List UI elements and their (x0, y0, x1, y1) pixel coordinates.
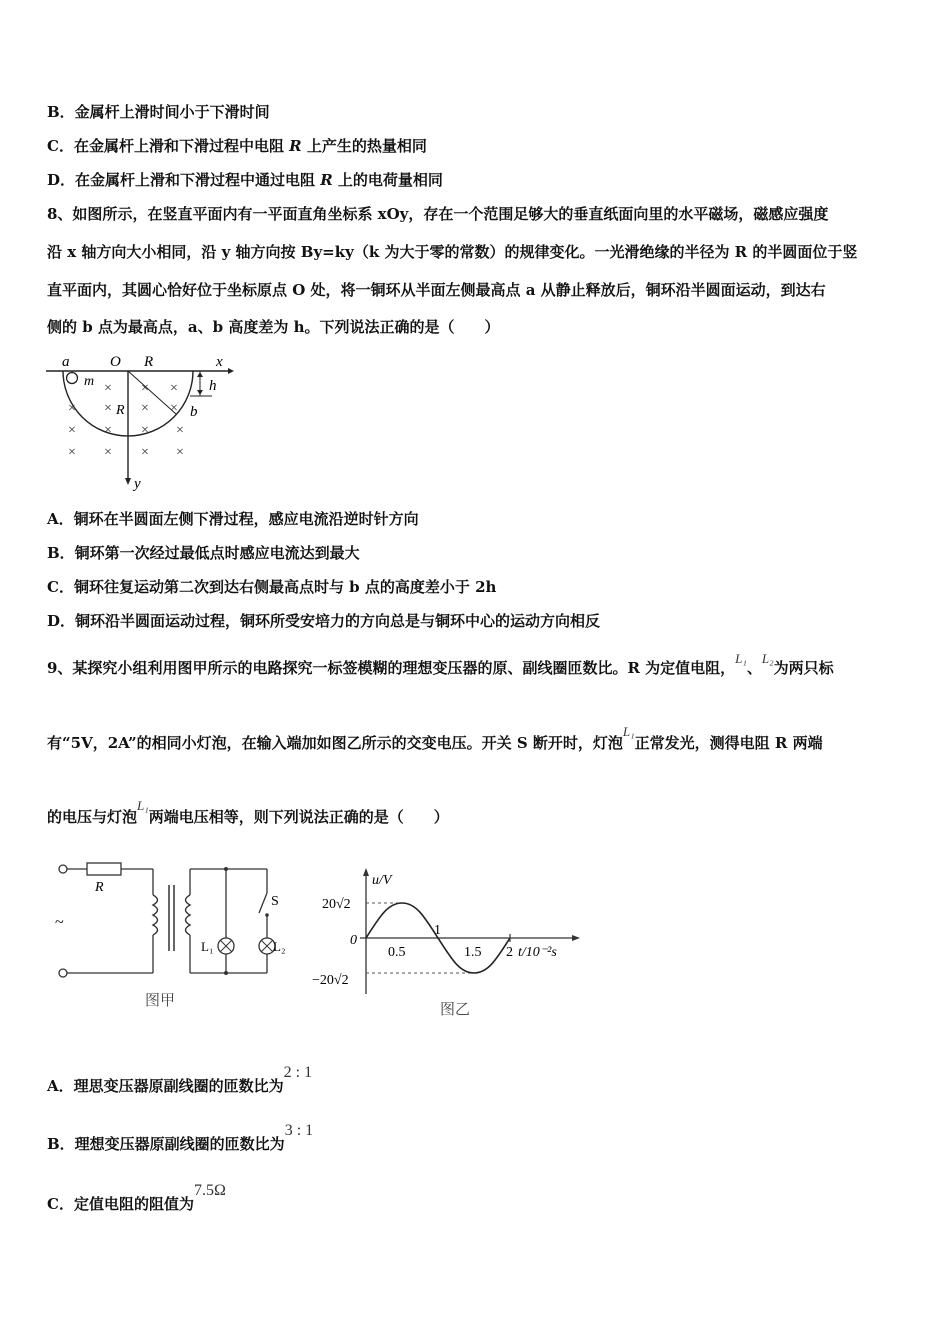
input-terminal-top (59, 865, 67, 873)
svg-text:×: × (170, 401, 178, 416)
primary-coil (153, 895, 158, 935)
svg-text:×: × (104, 381, 112, 396)
source-symbol: ~ (55, 914, 64, 931)
q9-stem-line2: 有“5V，2A”的相同小灯泡，在输入端加如图乙所示的交变电压。开关 S 断开时，灯泡L₁正常发光，测得电阻 R 两端 (47, 724, 823, 752)
q8-stem-line2: 沿 x 轴方向大小相同，沿 y 轴方向按 By=ky（k 为大于零的常数）的规律变化。一光滑绝缘的半径为 R 的半圆面位于竖 (47, 243, 858, 261)
q9-option-c: C．定值电阻的阻值为7.5Ω (47, 1182, 226, 1213)
label-m: m (84, 374, 95, 389)
q9-option-b: B．理想变压器原副线圈的匝数比为3 : 1 (47, 1122, 314, 1153)
svg-text:×: × (68, 401, 76, 416)
label-r-top: R (144, 354, 154, 370)
svg-text:×: × (176, 445, 184, 460)
svg-text:×: × (141, 423, 149, 438)
label-a: a (62, 354, 70, 370)
label-r: R (95, 880, 104, 895)
ylabel: u/V (372, 873, 392, 888)
svg-text:×: × (141, 445, 149, 460)
svg-text:×: × (176, 423, 184, 438)
label-x: x (216, 354, 223, 370)
svg-text:×: × (68, 445, 76, 460)
radius-line (128, 371, 176, 414)
q8-option-b: B．铜环第一次经过最低点时感应电流达到最大 (47, 544, 360, 562)
x-axis-arrow (228, 368, 234, 374)
y-axis-arrow (125, 478, 131, 485)
svg-text:×: × (104, 445, 112, 460)
svg-text:×: × (141, 401, 149, 416)
label-b: b (190, 404, 198, 420)
label-y: y (134, 476, 141, 492)
q8-figure (40, 348, 240, 493)
input-terminal-bottom (59, 969, 67, 977)
q8-option-a: A．铜环在半圆面左侧下滑过程，感应电流沿逆时针方向 (47, 510, 419, 528)
q8-option-c: C．铜环往复运动第二次到达右侧最高点时与 b 点的高度差小于 2h (47, 578, 497, 596)
label-l1: L₁ (201, 939, 214, 954)
svg-text:×: × (104, 423, 112, 438)
secondary-coil (186, 895, 191, 935)
tick-0-5: 0.5 (388, 945, 406, 960)
tick-1-5: 1.5 (464, 945, 482, 960)
q8-option-d: D．铜环沿半圆面运动过程，铜环所受安培力的方向总是与铜环中心的运动方向相反 (47, 612, 601, 630)
q7-option-c: C．在金属杆上滑和下滑过程中电阻 R 上产生的热量相同 (47, 137, 427, 155)
resistor-r (87, 863, 121, 875)
label-h: h (209, 378, 217, 394)
switch-s (259, 893, 267, 913)
q9-option-a: A．理思变压器原副线圈的匝数比为2 : 1 (47, 1064, 313, 1095)
tick-1: 1 (434, 923, 441, 938)
q9-figure-circuit (45, 855, 295, 1015)
svg-text:×: × (141, 381, 149, 396)
caption-jia: 图甲 (145, 993, 176, 1009)
q9-stem-line3: 的电压与灯泡L₁两端电压相等，则下列说法正确的是（ ） (47, 798, 449, 826)
q7-option-b: B．金属杆上滑时间小于下滑时间 (47, 103, 270, 121)
xlabel: t/10⁻²s (518, 945, 557, 960)
q9-stem-line1: 9、某探究小组利用图甲所示的电路探究一标签模糊的理想变压器的原、副线圈匝数比。R 为定值电阻，L₁、L₂为两只标 (47, 651, 834, 677)
label-o: O (110, 354, 121, 370)
tick-2: 2 (506, 945, 513, 960)
q9-figure-waveform (310, 858, 590, 1023)
label-origin: 0 (350, 933, 357, 948)
caption-yi: 图乙 (440, 1002, 471, 1018)
q7-option-d: D．在金属杆上滑和下滑过程中通过电阻 R 上的电荷量相同 (47, 171, 443, 189)
svg-text:×: × (68, 423, 76, 438)
q8-stem-line4: 侧的 b 点为最高点，a、b 高度差为 h。下列说法正确的是（ ） (47, 318, 500, 336)
q8-stem-line3: 直平面内，其圆心恰好位于坐标原点 O 处，将一铜环从半面左侧最高点 a 从静止释放后，铜环沿半圆面运动，到达右 (47, 281, 826, 299)
label-umin: −20√2 (312, 973, 349, 988)
svg-text:×: × (170, 381, 178, 396)
label-umax: 20√2 (322, 897, 351, 912)
label-s: S (271, 894, 279, 909)
copper-ring-icon (67, 373, 78, 384)
q8-stem-line1: 8、如图所示，在竖直平面内有一平面直角坐标系 xOy，存在一个范围足够大的垂直纸面向里的水平磁场，磁感应强度 (47, 205, 829, 223)
label-r-mid: R (116, 403, 125, 418)
svg-text:×: × (104, 401, 112, 416)
label-l2: L₂ (273, 939, 286, 954)
